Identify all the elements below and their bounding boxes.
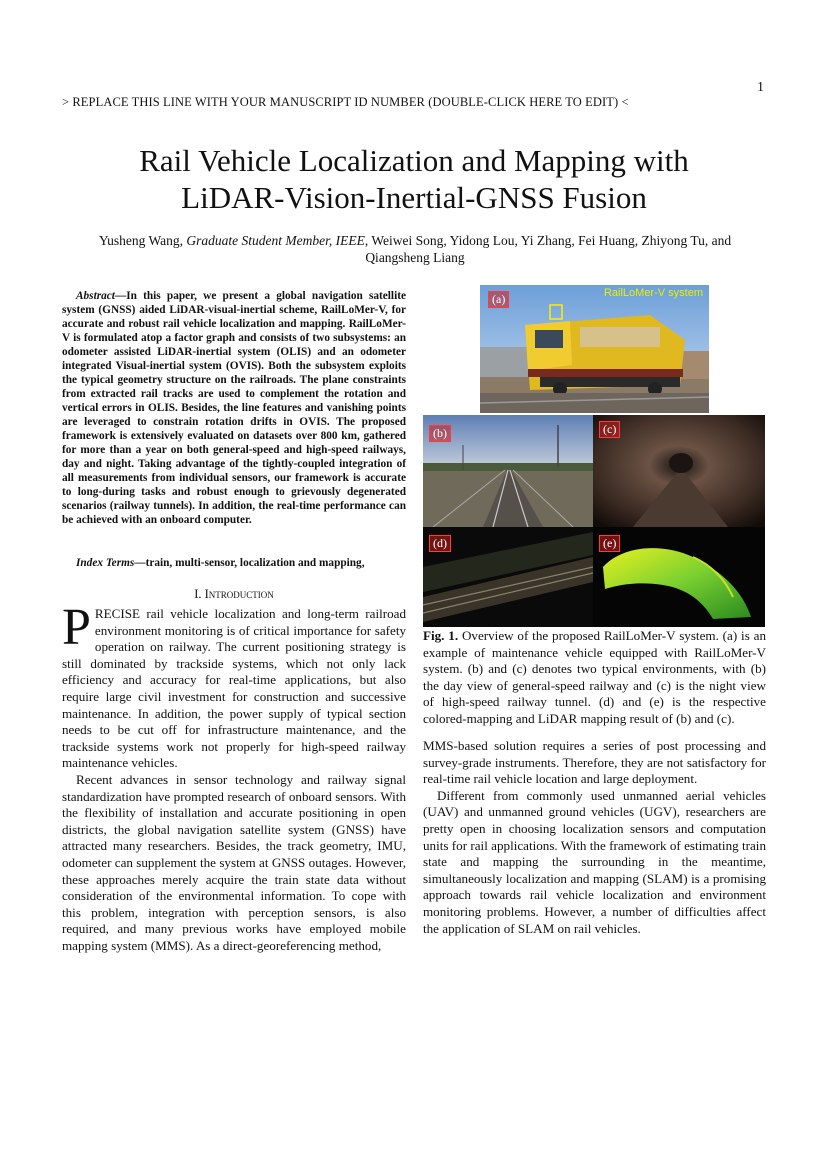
panel-label-d: (d) — [429, 535, 451, 552]
paper-title — [0, 142, 828, 216]
figure-panel-c-tunnel-photo — [593, 415, 765, 527]
abstract — [62, 289, 406, 527]
figure-1 — [423, 285, 765, 627]
panel-label-e: (e) — [599, 535, 620, 552]
index-terms — [62, 556, 406, 570]
intro-paragraph-2: Recent advances in sensor technology and railway signal standardization have prompted research of onboard sensors. With the flexibility of installation and accurate positioning in open districts, the global navigation satellite system (GNSS) have attracted many researchers. Besides, the track geometry, IMU, odometer can supplement the system at GNSS outages. However, these approaches merely acquire the train state data without consideration of the environmental information. To cope with this problem, integration with perception sensors, is also required, and many previous works have employed mobile mapping system (MMS). As a direct-georeferencing method, — [62, 771, 406, 953]
figure-overlay-text: RailLoMer-V system — [603, 287, 703, 299]
title-line-1: Rail Vehicle Localization and Mapping with — [139, 143, 689, 178]
right-paragraph-1: MMS-based solution requires a series of post processing and survey-grade instruments. Therefore, they are not satisfactory for real-time rail vehicle location and large deployment. — [423, 738, 766, 787]
drop-cap: P — [62, 599, 91, 656]
page-number: 1 — [757, 80, 764, 95]
caption-text: Overview of the proposed RailLoMer-V system. (a) is an example of maintenance vehicle equipped with RailLoMer-V system. (b) and (c) denotes two typical environments, with (b) the day view of general-speed railway and (c) is the night view of high-speed railway tunnel. (d) and (e) is the respective colored-mapping and LiDAR mapping result of (b) and (c). — [423, 628, 766, 726]
panel-label-b: (b) — [429, 425, 451, 442]
abstract-text: —In this paper, we present a global navigation satellite system (GNSS) aided LiDAR-visual-inertial scheme, RailLoMer-V, for accurate and robust rail vehicle localization and mapping. RailLoMer-V is formulated atop a factor graph and consists of two subsystems: an odometer assisted LiDAR-inertial system (OLIS) and an odometer integrated Visual-inertial system (OVIS). Both the subsystem exploits the typical geometry structure on the railroads. The plane constraints from extracted rail tracks are used to complement the rotation and vertical errors in OLIS. Besides, the line features and vanishing points are leveraged to constrain rotation drifts in OVIS. The proposed framework is extensively evaluated on datasets over 800 km, gathered for more than a year on both general-speed and high-speed railways, day and night. Taking advantage of the tightly-coupled integration of all measurements from individual sensors, our framework is accurate to long-during tasks and robust enough to grievously degenerated scenarios (railway tunnels). In addition, the real-time performance can be achieved with an onboard computer. — [62, 290, 406, 526]
author-first: Yusheng Wang, — [98, 233, 187, 248]
section-heading: I. Introduction — [194, 587, 274, 601]
panel-label-c: (c) — [599, 421, 620, 438]
vehicle-photo-svg — [480, 285, 709, 413]
figure-1-caption — [423, 628, 766, 728]
index-terms-lead: Index Terms — [76, 557, 135, 569]
author-affiliation: Graduate Student Member, IEEE — [186, 233, 365, 248]
author-rest: , Weiwei Song, Yidong Lou, Yi Zhang, Fei Huang, Zhiyong Tu, and Qiangsheng Liang — [364, 233, 732, 265]
title-line-2: LiDAR-Vision-Inertial-GNSS Fusion — [181, 180, 647, 215]
panel-label-a: (a) — [488, 291, 509, 308]
figure-panel-a-vehicle-photo — [480, 285, 709, 413]
right-paragraph-2: Different from commonly used unmanned aerial vehicles (UAV) and unmanned ground vehicles (UGV), researchers are pretty open in choosing localization sensors and computation units for rail applications. With the framework of estimating train state and mapping the surrounding in the meantime, simultaneously localization and mapping (SLAM) is a promising approach towards rail vehicle localization and environment monitoring problems. However, a number of difficulties affect the application of SLAM on rail vehicles. — [423, 787, 766, 936]
right-column-body — [423, 738, 766, 937]
introduction-body — [62, 599, 406, 954]
intro-p1-text: RECISE rail vehicle localization and long-term railroad environment monitoring is of critical importance for safety operation on railway. The current positioning strategy is still dominated by trackside systems, which not only lack efficiency and accuracy for real-time applications, but also require large civil investment for construction and successive maintenance. In addition, the power supply of typical section needs to be cut off for infrastructure maintenance, and the trackside systems work not properly for high-speed railway maintenance vehicles. — [62, 606, 406, 771]
index-terms-text: —train, multi-sensor, localization and mapping, — [134, 557, 365, 569]
author-list — [90, 232, 740, 266]
figure-panel-d-colored-map — [423, 527, 593, 627]
intro-paragraph-1 — [62, 599, 406, 772]
figure-panel-b-railway-photo — [423, 415, 593, 527]
abstract-lead: Abstract — [76, 290, 115, 302]
caption-lead: Fig. 1. — [423, 628, 459, 643]
running-header[interactable]: > REPLACE THIS LINE WITH YOUR MANUSCRIPT ID NUMBER (DOUBLE-CLICK HERE TO EDIT) < — [62, 95, 629, 109]
figure-panel-e-lidar-map — [593, 527, 765, 627]
